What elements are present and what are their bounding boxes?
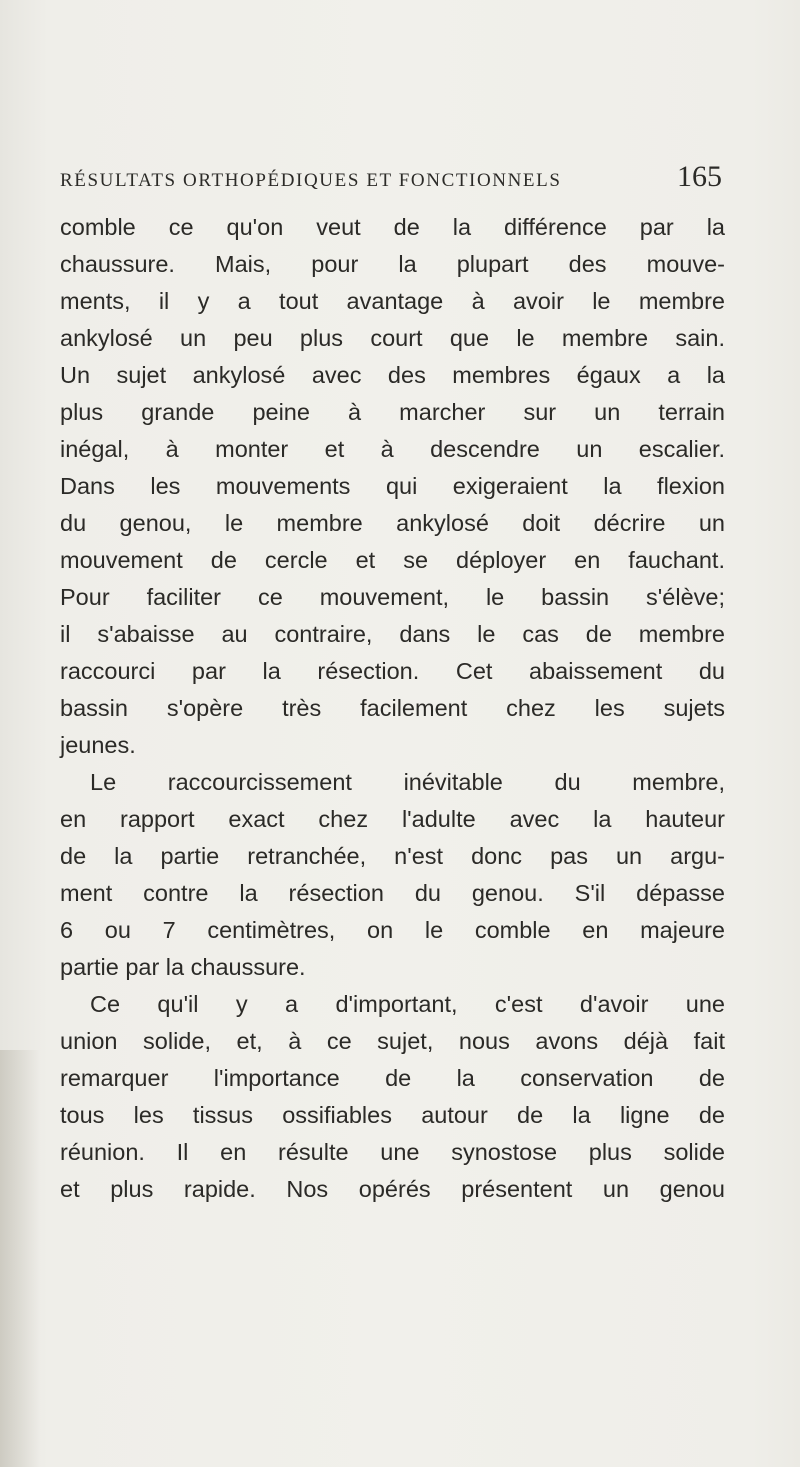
text-line: inégal, à monter et à descendre un escalier.	[60, 436, 725, 462]
text-line: ment contre la résection du genou. S'il dépasse	[60, 880, 725, 906]
text-line: réunion. Il en résulte une synostose plus solide	[60, 1139, 725, 1165]
text-line-paragraph-start: Le raccourcissement inévitable du membre,	[90, 769, 725, 795]
text-line: en rapport exact chez l'adulte avec la hauteur	[60, 806, 725, 832]
text-line: comble ce qu'on veut de la différence par la	[60, 214, 725, 240]
text-line: il s'abaisse au contraire, dans le cas de membre	[60, 621, 725, 647]
text-line: de la partie retranchée, n'est donc pas un argu-	[60, 843, 725, 869]
text-line: 6 ou 7 centimètres, on le comble en majeure	[60, 917, 725, 943]
text-line: raccourci par la résection. Cet abaissement du	[60, 658, 725, 684]
text-line: Pour faciliter ce mouvement, le bassin s'élève;	[60, 584, 725, 610]
text-line: Un sujet ankylosé avec des membres égaux a la	[60, 362, 725, 388]
text-line: bassin s'opère très facilement chez les sujets	[60, 695, 725, 721]
page-header	[60, 160, 780, 200]
text-line-paragraph-end: partie par la chaussure.	[60, 954, 306, 980]
body-text	[60, 209, 725, 1208]
running-title: RÉSULTATS ORTHOPÉDIQUES ET FONCTIONNELS	[60, 170, 562, 191]
text-line: Dans les mouvements qui exigeraient la flexion	[60, 473, 725, 499]
page-edge-shadow	[0, 1050, 40, 1467]
text-line: et plus rapide. Nos opérés présentent un genou	[60, 1176, 725, 1202]
text-line: chaussure. Mais, pour la plupart des mouve-	[60, 251, 725, 277]
text-line: plus grande peine à marcher sur un terrain	[60, 399, 725, 425]
page-number: 165	[677, 160, 722, 193]
text-line: tous les tissus ossifiables autour de la ligne de	[60, 1102, 725, 1128]
text-line: remarquer l'importance de la conservation de	[60, 1065, 725, 1091]
text-line: union solide, et, à ce sujet, nous avons déjà fait	[60, 1028, 725, 1054]
text-line: du genou, le membre ankylosé doit décrire un	[60, 510, 725, 536]
text-line-paragraph-end: jeunes.	[60, 732, 136, 758]
text-line-paragraph-start: Ce qu'il y a d'important, c'est d'avoir une	[90, 991, 725, 1017]
text-line: ments, il y a tout avantage à avoir le membre	[60, 288, 725, 314]
text-line: ankylosé un peu plus court que le membre sain.	[60, 325, 725, 351]
text-line: mouvement de cercle et se déployer en fauchant.	[60, 547, 725, 573]
